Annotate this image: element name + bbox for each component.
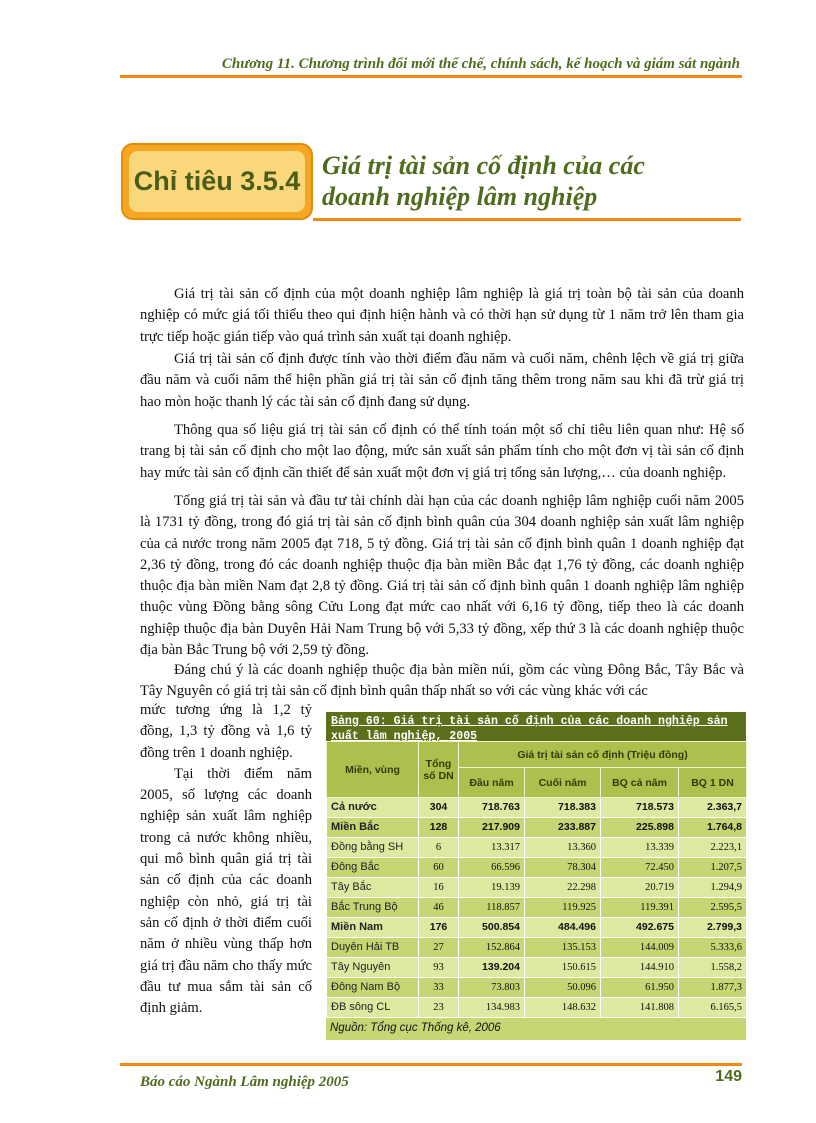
cell-end: 233.887	[525, 818, 601, 838]
cell-per: 1.558,2	[679, 958, 747, 978]
cell-start: 139.204	[459, 958, 525, 978]
cell-per: 1.764,8	[679, 818, 747, 838]
cell-count: 16	[419, 878, 459, 898]
paragraph-3: Thông qua số liệu giá trị tài sản cố định có thể tính toán một số chỉ tiêu liên quan như: Hệ số trang bị tài sản cố định cho một lao động, mức sản xuất sản phẩm tính cho một đơn vị tài sản cố định hay mức tài sản cố định cần thiết để sản xuất một đơn vị giá trị tổng sản lượng,… của doanh nghiệp.	[140, 422, 744, 481]
cell-end: 135.153	[525, 938, 601, 958]
cell-count: 6	[419, 838, 459, 858]
cell-count: 176	[419, 918, 459, 938]
cell-avg: 13.339	[601, 838, 679, 858]
asset-value-table	[326, 741, 747, 1018]
table-row	[327, 878, 747, 898]
footer-report-title: Báo cáo Ngành Lâm nghiệp 2005	[140, 1074, 349, 1090]
chapter-title-line1: Giá trị tài sản cố định của các	[322, 151, 645, 180]
title-rule	[313, 218, 741, 221]
cell-start: 19.139	[459, 878, 525, 898]
header-count: Tổng số DN	[419, 742, 459, 798]
cell-count: 27	[419, 938, 459, 958]
cell-start: 217.909	[459, 818, 525, 838]
chapter-badge	[121, 143, 313, 220]
cell-region: Tây Nguyên	[327, 958, 419, 978]
running-header: Chương 11. Chương trình đổi mới thể chế, chính sách, kế hoạch và giám sát ngành	[221, 56, 740, 72]
cell-end: 22.298	[525, 878, 601, 898]
cell-start: 73.803	[459, 978, 525, 998]
page-number: 149	[715, 1068, 742, 1085]
table-row	[327, 898, 747, 918]
cell-end: 150.615	[525, 958, 601, 978]
cell-avg: 492.675	[601, 918, 679, 938]
cell-avg: 61.950	[601, 978, 679, 998]
left-column-text	[140, 700, 312, 1019]
paragraph-5: Đáng chú ý là các doanh nghiệp thuộc địa bàn miền núi, gồm các vùng Đông Bắc, Tây Bắc và Tây Nguyên có giá trị tài sản cố định bình quân thấp nhất so với các vùng khác với các	[140, 662, 744, 700]
paragraph-1: Giá trị tài sản cố định của một doanh nghiệp lâm nghiệp là giá trị toàn bộ tài sản của doanh nghiệp có mức giá tối thiểu theo qui định hiện hành và có thời hạn sử dụng từ 1 năm trở lên tham gia trực tiếp hoặc gián tiếp vào quá trình sản xuất tại doanh nghiệp.	[140, 286, 744, 345]
cell-count: 46	[419, 898, 459, 918]
cell-per: 1.207,5	[679, 858, 747, 878]
cell-region: Duyên Hải TB	[327, 938, 419, 958]
paragraph-2: Giá trị tài sản cố định được tính vào thời điểm đầu năm và cuối năm, chênh lệch về giá trị giữa đầu năm và cuối năm thể hiện phần giá trị tài sản cố định tăng thêm trong năm sau khi đã trừ giá trị hao mòn hoặc thanh lý các tài sản cố định đang sử dụng.	[140, 351, 744, 410]
cell-per: 5.333,6	[679, 938, 747, 958]
cell-region: Bắc Trung Bộ	[327, 898, 419, 918]
chapter-title	[322, 150, 742, 212]
chapter-title-line2: doanh nghiệp lâm nghiệp	[322, 182, 598, 211]
cell-count: 93	[419, 958, 459, 978]
cell-count: 23	[419, 998, 459, 1018]
table-caption-line2: xuất lâm nghiệp, 2005	[331, 730, 478, 743]
table-row	[327, 998, 747, 1018]
cell-region: Cả nước	[327, 798, 419, 818]
cell-region: Đông Bắc	[327, 858, 419, 878]
cell-start: 134.983	[459, 998, 525, 1018]
cell-count: 304	[419, 798, 459, 818]
header-end: Cuối năm	[525, 768, 601, 798]
cell-region: Tây Bắc	[327, 878, 419, 898]
cell-per: 2.363,7	[679, 798, 747, 818]
cell-avg: 144.910	[601, 958, 679, 978]
header-rule	[120, 75, 742, 78]
cell-region: Đồng bằng SH	[327, 838, 419, 858]
cell-per: 1.877,3	[679, 978, 747, 998]
cell-end: 148.632	[525, 998, 601, 1018]
cell-end: 484.496	[525, 918, 601, 938]
cell-end: 13.360	[525, 838, 601, 858]
table-row	[327, 858, 747, 878]
cell-per: 2.595,5	[679, 898, 747, 918]
cell-end: 78.304	[525, 858, 601, 878]
cell-avg: 20.719	[601, 878, 679, 898]
table-row	[327, 958, 747, 978]
cell-per: 2.799,3	[679, 918, 747, 938]
table-caption	[326, 712, 746, 741]
cell-avg: 225.898	[601, 818, 679, 838]
header-group: Giá trị tài sản cố định (Triệu đồng)	[459, 742, 747, 768]
cell-avg: 141.808	[601, 998, 679, 1018]
cell-per: 6.165,5	[679, 998, 747, 1018]
cell-count: 60	[419, 858, 459, 878]
table-row	[327, 798, 747, 818]
cell-count: 128	[419, 818, 459, 838]
paragraph-4: Tổng giá trị tài sản và đầu tư tài chính dài hạn của các doanh nghiệp lâm nghiệp cuối năm 2005 là 1731 tỷ đồng, trong đó giá trị tài sản cố định bình quân của 304 doanh nghiệp sản xuất lâm nghiệp của cả nước trong năm 2005 đạt 718, 5 tỷ đồng. Giá trị tài sản cố định bình quân 1 doanh nghiệp đạt 2,36 tỷ đồng, trong đó các doanh nghiệp thuộc địa bàn miền Bắc đạt 1,76 tỷ đồng, các doanh nghiệp thuộc địa bàn miền Nam đạt 2,8 tỷ đồng. Giá trị tài sản cố định bình quân 1 doanh nghiệp lâm nghiệp thuộc vùng Đồng bằng sông Cửu Long đạt mức cao nhất với 6,16 tỷ đồng, tiếp theo là các doanh nghiệp thuộc địa bàn Duyên Hải Nam Trung bộ với 5,33 tỷ đồng, xếp thứ 3 là các doanh nghiệp thuộc địa bàn Bắc Trung bộ với 2,59 tỷ đồng.	[140, 493, 744, 659]
footer-rule	[120, 1063, 742, 1066]
cell-avg: 144.009	[601, 938, 679, 958]
table-row	[327, 938, 747, 958]
table-source: Nguồn: Tổng cục Thống kê, 2006	[326, 1018, 746, 1040]
table-row	[327, 918, 747, 938]
cell-per: 2.223,1	[679, 838, 747, 858]
table-caption-line1: Bảng 60: Giá trị tài sản cố định của các doanh nghiệp sản	[331, 715, 728, 728]
left-column-paragraph: Tại thời điểm năm 2005, số lượng các doanh nghiệp sản xuất lâm nghiệp trong cả nước không nhiều, qui mô bình quân giá trị tài sản cố định của các doanh nghiệp còn nhỏ, giá trị tài sản cố định ở thời điểm cuối năm ở nhiều vùng thấp hơn giá trị đầu năm cho thấy mức đầu tư mua sắm tài sản cố định giảm.	[140, 765, 312, 1017]
cell-start: 718.763	[459, 798, 525, 818]
cell-start: 118.857	[459, 898, 525, 918]
cell-region: Miền Nam	[327, 918, 419, 938]
cell-region: Miền Bắc	[327, 818, 419, 838]
cell-avg: 718.573	[601, 798, 679, 818]
cell-end: 119.925	[525, 898, 601, 918]
cell-end: 50.096	[525, 978, 601, 998]
cell-count: 33	[419, 978, 459, 998]
cell-region: ĐB sông CL	[327, 998, 419, 1018]
table-row	[327, 978, 747, 998]
chapter-label: Chỉ tiêu 3.5.4	[133, 166, 301, 196]
table-row	[327, 818, 747, 838]
header-per: BQ 1 DN	[679, 768, 747, 798]
table-row	[327, 838, 747, 858]
cell-end: 718.383	[525, 798, 601, 818]
cell-start: 13.317	[459, 838, 525, 858]
cell-start: 152.864	[459, 938, 525, 958]
cell-avg: 119.391	[601, 898, 679, 918]
cell-start: 66.596	[459, 858, 525, 878]
data-table-block	[326, 712, 746, 1040]
cell-per: 1.294,9	[679, 878, 747, 898]
left-column-continuation: mức tương ứng là 1,2 tỷ đồng, 1,3 tỷ đồng và 1,6 tỷ đồng trên 1 doanh nghiệp.	[140, 702, 312, 761]
cell-avg: 72.450	[601, 858, 679, 878]
header-avg: BQ cả năm	[601, 768, 679, 798]
cell-region: Đông Nam Bộ	[327, 978, 419, 998]
header-start: Đầu năm	[459, 768, 525, 798]
header-region: Miền, vùng	[327, 742, 419, 798]
cell-start: 500.854	[459, 918, 525, 938]
